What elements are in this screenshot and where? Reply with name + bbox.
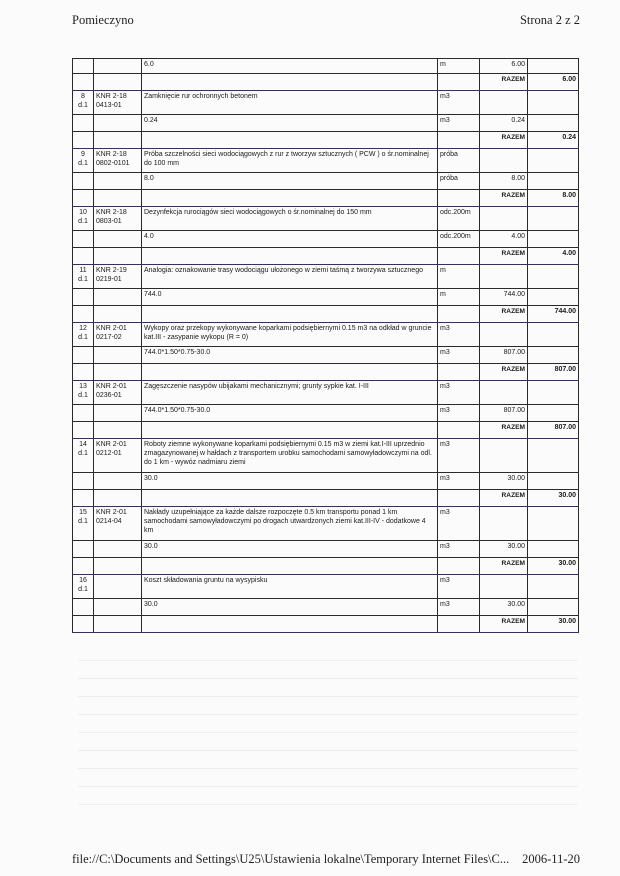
position-subnumber: d.1 (78, 586, 88, 593)
position-number-value: 10 (79, 209, 87, 216)
calc-cell: 30.0 (142, 473, 438, 490)
table-row (73, 422, 579, 439)
table-row (73, 59, 579, 74)
calc-cell: 744.0*1.50*0.75-30.0 (142, 347, 438, 364)
table-row (73, 599, 579, 616)
description-cell: Próba szczelności sieci wodociągowych z rur z tworzyw sztucznych ( PCW ) o śr.nominalnej do 100 mm (142, 149, 438, 173)
unit-cell: m3 (438, 507, 480, 541)
unit-cell: m3 (438, 575, 480, 599)
unit-cell: m (438, 59, 480, 74)
position-number (73, 207, 94, 231)
unit-cell: m3 (438, 599, 480, 616)
position-number-value: 16 (79, 577, 87, 584)
razem-label: RAZEM (480, 422, 528, 439)
description-cell: Analogia: oznakowanie trasy wodociągu ułożonego w ziemi taśmą z tworzywa sztucznego (142, 265, 438, 289)
page-number: Strona 2 z 2 (519, 13, 580, 27)
qty-cell: 30.00 (480, 473, 528, 490)
basis-code: KNR 2-19 0219-01 (94, 265, 142, 289)
table-row (73, 507, 579, 541)
basis-code: KNR 2-01 0217-02 (94, 323, 142, 347)
position-number-value: 14 (79, 441, 87, 448)
calc-cell: 30.0 (142, 541, 438, 558)
razem-label: RAZEM (480, 248, 528, 265)
print-date: 2006-11-20 (522, 852, 580, 866)
table-row (73, 248, 579, 265)
calc-cell: 8.0 (142, 173, 438, 190)
unit-cell: m3 (438, 347, 480, 364)
position-number (73, 439, 94, 473)
qty-cell: 6.00 (480, 59, 528, 74)
basis-code: KNR 2-18 0803-01 (94, 207, 142, 231)
table-row (73, 207, 579, 231)
position-number (73, 323, 94, 347)
total-cell: 30.00 (528, 490, 579, 507)
table-row (73, 132, 579, 149)
razem-label: RAZEM (480, 364, 528, 381)
table-row (73, 558, 579, 575)
qty-cell: 30.00 (480, 599, 528, 616)
table-row (73, 323, 579, 347)
table-row (73, 190, 579, 207)
description-cell: Nakłady uzupełniające za każde dalsze rozpoczęte 0.5 km transportu ponad 1 km samochodami samowyładowczymi po drogach utwardzonych ziemi kat.III-IV - dodatkowe 4 km (142, 507, 438, 541)
table-row (73, 347, 579, 364)
unit-cell: m3 (438, 115, 480, 132)
position-number (73, 265, 94, 289)
basis-code: KNR 2-18 0802-0101 (94, 149, 142, 173)
calc-cell: 744.0 (142, 289, 438, 306)
table-row (73, 381, 579, 405)
total-cell: 30.00 (528, 616, 579, 633)
description-cell: Zagęszczenie nasypów ubijakami mechanicznymi; grunty sypkie kat. I-III (142, 381, 438, 405)
position-number-value: 13 (79, 383, 87, 390)
unit-cell: m3 (438, 439, 480, 473)
position-number-value: 11 (79, 267, 87, 274)
position-subnumber: d.1 (78, 102, 88, 109)
position-number (73, 149, 94, 173)
razem-label: RAZEM (480, 616, 528, 633)
position-number-value: 12 (79, 325, 87, 332)
total-cell: 8.00 (528, 190, 579, 207)
description-cell: Wykopy oraz przekopy wykonywane koparkami podsiębiernymi 0.15 m3 na odkład w gruncie kat.III - zasypanie wykopu (R = 0) (142, 323, 438, 347)
description-cell: Dezynfekcja rurociągów sieci wodociągowych o śr.nominalnej do 150 mm (142, 207, 438, 231)
razem-label: RAZEM (480, 306, 528, 323)
unit-cell: m3 (438, 405, 480, 422)
table-row (73, 231, 579, 248)
position-number-value: 9 (81, 151, 85, 158)
razem-label: RAZEM (480, 190, 528, 207)
razem-label: RAZEM (480, 132, 528, 149)
position-subnumber: d.1 (78, 450, 88, 457)
description-cell: Roboty ziemne wykonywane koparkami podsiębiernymi 0.15 m3 w ziemi kat.I-III uprzednio zmagazynowanej w hałdach z transportem urobku samochodami samowyładowczymi na odl. do 1 km - wywóz nadmiaru ziemi (142, 439, 438, 473)
bleed-through-shadow (78, 655, 578, 805)
table-row (73, 541, 579, 558)
qty-cell: 30.00 (480, 541, 528, 558)
basis-code: KNR 2-18 0413-01 (94, 91, 142, 115)
unit-cell: m (438, 265, 480, 289)
calc-cell: 0.24 (142, 115, 438, 132)
unit-cell: m3 (438, 91, 480, 115)
table-row (73, 306, 579, 323)
position-number-value: 15 (79, 509, 87, 516)
table-row (73, 575, 579, 599)
table-row (73, 289, 579, 306)
table-row (73, 74, 579, 91)
table-row (73, 149, 579, 173)
total-cell: 6.00 (528, 74, 579, 91)
table-row (73, 265, 579, 289)
description-cell: Koszt składowania gruntu na wysypisku (142, 575, 438, 599)
position-subnumber: d.1 (78, 518, 88, 525)
calc-cell: 6.0 (142, 59, 438, 74)
qty-cell: 807.00 (480, 405, 528, 422)
table-row (73, 91, 579, 115)
calc-cell: 744.0*1.50*0.75-30.0 (142, 405, 438, 422)
position-number (73, 381, 94, 405)
qty-cell: 807.00 (480, 347, 528, 364)
position-subnumber: d.1 (78, 160, 88, 167)
description-cell: Zamknięcie rur ochronnych betonem (142, 91, 438, 115)
table-row (73, 473, 579, 490)
table-row (73, 439, 579, 473)
unit-cell: odc.200m (438, 207, 480, 231)
table-row (73, 364, 579, 381)
total-cell: 30.00 (528, 558, 579, 575)
basis-code (94, 575, 142, 599)
header-title: Pomieczyno (72, 13, 134, 27)
unit-cell: m (438, 289, 480, 306)
qty-cell: 8.00 (480, 173, 528, 190)
position-number (73, 575, 94, 599)
table-row (73, 173, 579, 190)
page-footer (72, 852, 580, 868)
page-header (72, 13, 580, 29)
qty-cell: 0.24 (480, 115, 528, 132)
position-number-value: 8 (81, 93, 85, 100)
table-row (73, 405, 579, 422)
position-subnumber: d.1 (78, 334, 88, 341)
unit-cell: m3 (438, 381, 480, 405)
total-cell: 807.00 (528, 364, 579, 381)
unit-cell: próba (438, 173, 480, 190)
position-subnumber: d.1 (78, 218, 88, 225)
unit-cell: m3 (438, 323, 480, 347)
calc-cell: 4.0 (142, 231, 438, 248)
table-row (73, 115, 579, 132)
table-body (73, 59, 579, 633)
total-cell: 744.00 (528, 306, 579, 323)
position-number (73, 91, 94, 115)
table-row (73, 490, 579, 507)
unit-cell: odc.200m (438, 231, 480, 248)
cost-estimate-table (72, 58, 579, 633)
position-number (73, 507, 94, 541)
qty-cell: 4.00 (480, 231, 528, 248)
razem-label: RAZEM (480, 74, 528, 91)
file-path: file://C:\Documents and Settings\U25\Ustawienia lokalne\Temporary Internet Files\C... (72, 852, 510, 866)
razem-label: RAZEM (480, 558, 528, 575)
basis-code: KNR 2-01 0214-04 (94, 507, 142, 541)
basis-code: KNR 2-01 0212-01 (94, 439, 142, 473)
unit-cell: m3 (438, 541, 480, 558)
total-cell: 4.00 (528, 248, 579, 265)
qty-cell: 744.00 (480, 289, 528, 306)
table-row (73, 616, 579, 633)
total-cell: 807.00 (528, 422, 579, 439)
basis-code: KNR 2-01 0236-01 (94, 381, 142, 405)
unit-cell: próba (438, 149, 480, 173)
position-subnumber: d.1 (78, 276, 88, 283)
unit-cell: m3 (438, 473, 480, 490)
calc-cell: 30.0 (142, 599, 438, 616)
position-subnumber: d.1 (78, 392, 88, 399)
total-cell: 0.24 (528, 132, 579, 149)
razem-label: RAZEM (480, 490, 528, 507)
